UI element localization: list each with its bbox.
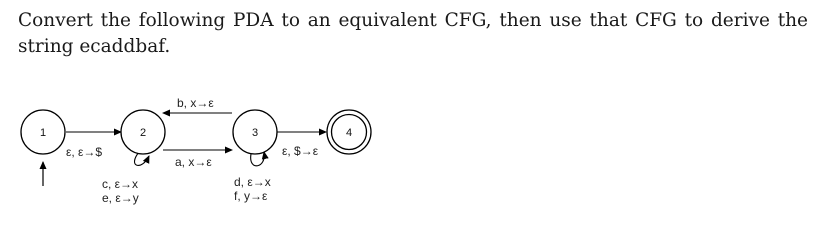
- state-1: [21, 110, 65, 154]
- transition-label-2-3: a, x→ε: [175, 155, 212, 169]
- state-1-label: 1: [39, 127, 47, 139]
- transition-label-3-4: ε, $→ε: [282, 144, 319, 158]
- state-3: [233, 110, 277, 154]
- self-loop-2-label-line2: e, ε→y: [102, 191, 139, 205]
- self-loop-3-label-line1: d, ε→x: [234, 175, 271, 189]
- question-text: Convert the following PDA to an equivalent CFG, then use that CFG to derive the string ecaddbaf.: [18, 10, 808, 57]
- state-3-label: 3: [251, 127, 259, 139]
- state-4-label: 4: [345, 127, 353, 139]
- state-2: [121, 110, 165, 154]
- self-loop-2-label-line1: c, ε→x: [102, 177, 139, 191]
- transition-label-3-2: b, x→ε: [177, 96, 214, 110]
- self-loop-3-label-line2: f, y→ε: [234, 189, 268, 203]
- state-2-label: 2: [139, 127, 147, 139]
- state-4-accept: [327, 110, 371, 154]
- transition-label-1-2: ε, ε→$: [66, 145, 103, 159]
